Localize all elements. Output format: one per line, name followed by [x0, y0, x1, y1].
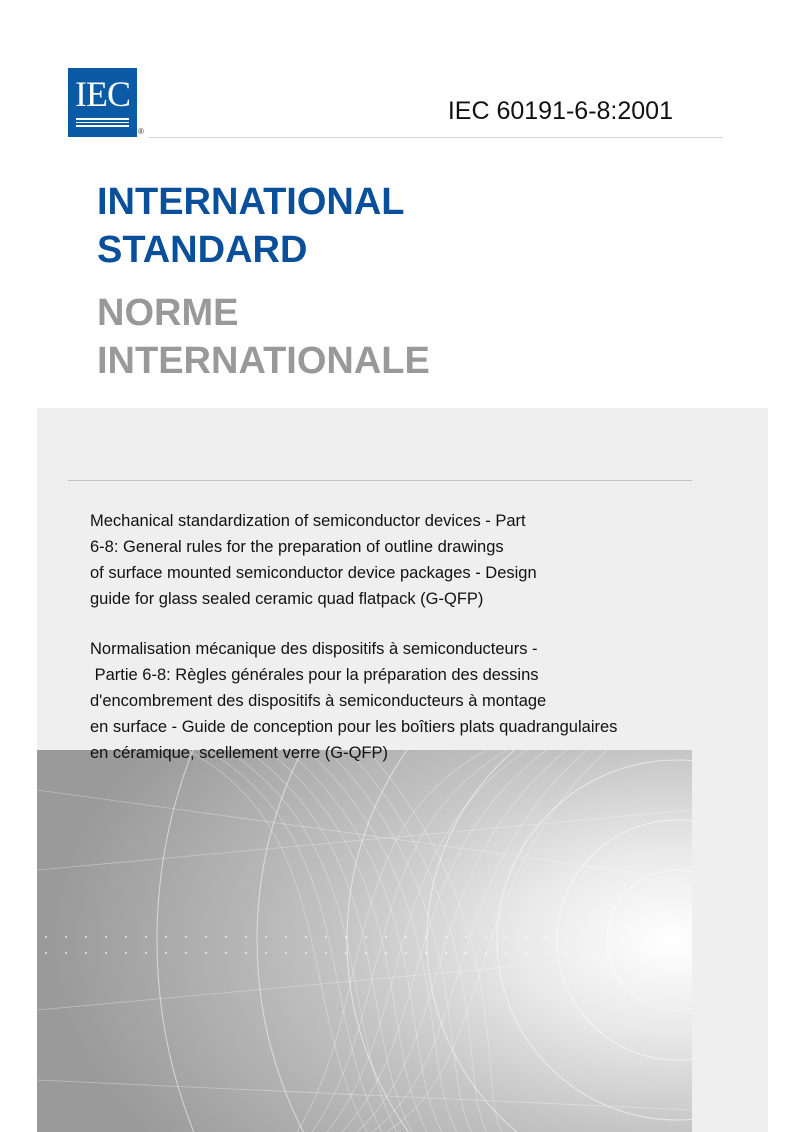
description-english — [90, 508, 537, 612]
description-french — [90, 636, 617, 766]
description-french-line: Normalisation mécanique des dispositifs à semiconducteurs - — [90, 640, 538, 658]
iec-logo-lines — [76, 118, 129, 130]
document-number: IEC 60191-6-8:2001 — [447, 97, 673, 125]
description-english-line: Mechanical standardization of semiconductor devices - Part — [90, 512, 526, 530]
title-french-line: NORME — [97, 292, 239, 334]
cover-artwork-graphic — [37, 750, 692, 1132]
description-english-line: of surface mounted semiconductor device packages - Design — [90, 564, 537, 582]
iec-logo — [68, 68, 137, 137]
description-english-line: guide for glass sealed ceramic quad flatpack (G-QFP) — [90, 590, 484, 608]
title-english — [97, 178, 405, 274]
title-french — [97, 289, 430, 385]
description-french-line: d'encombrement des dispositifs à semiconducteurs à montage — [90, 692, 547, 710]
panel-divider — [68, 480, 692, 481]
description-english-line: 6-8: General rules for the preparation of outline drawings — [90, 538, 504, 556]
registered-mark: ® — [138, 127, 144, 136]
description-french-line: en céramique, scellement verre (G-QFP) — [90, 744, 389, 762]
cover-artwork — [37, 750, 692, 1132]
description-french-line: en surface - Guide de conception pour les boîtiers plats quadrangulaires — [90, 718, 618, 736]
title-english-line: STANDARD — [97, 229, 308, 271]
description-french-line: Partie 6-8: Règles générales pour la préparation des dessins — [90, 666, 539, 684]
title-english-line: INTERNATIONAL — [97, 181, 405, 223]
header-divider — [148, 137, 723, 138]
iec-logo-text: IEC — [75, 74, 130, 114]
title-french-line: INTERNATIONALE — [97, 340, 430, 382]
